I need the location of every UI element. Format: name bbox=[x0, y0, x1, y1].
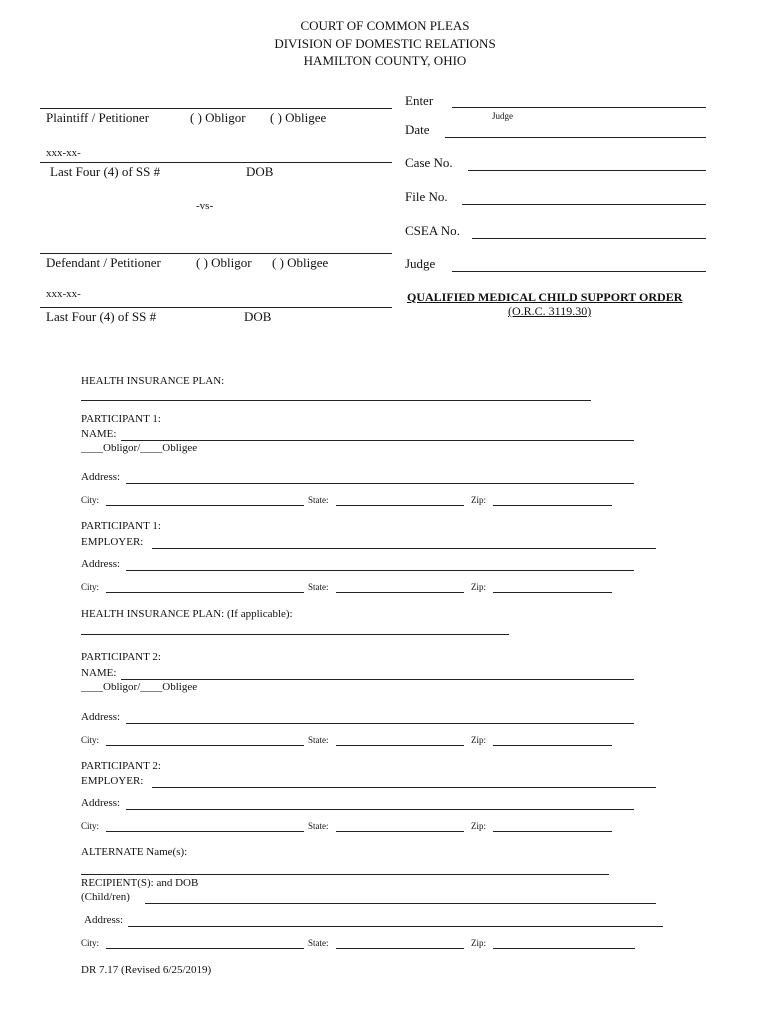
csea-no-line[interactable] bbox=[472, 238, 706, 239]
csea-no-label: CSEA No. bbox=[405, 223, 460, 238]
plaintiff-ss-line[interactable] bbox=[40, 162, 392, 163]
judge-label: Judge bbox=[405, 256, 436, 271]
participant-2-employer-state-line[interactable] bbox=[336, 831, 464, 832]
participant-1-employer-state-line[interactable] bbox=[336, 592, 464, 593]
defendant-dob-label: DOB bbox=[244, 309, 272, 324]
participant-1-employer-heading: PARTICIPANT 1: bbox=[81, 520, 161, 532]
order-citation: (O.R.C. 3119.30) bbox=[508, 304, 592, 318]
form-id-footer: DR 7.17 (Revised 6/25/2019) bbox=[81, 964, 212, 976]
file-no-label: File No. bbox=[405, 189, 448, 204]
plaintiff-ss-value: xxx-xx- bbox=[46, 147, 81, 159]
participant-2-address-line[interactable] bbox=[126, 723, 634, 724]
county-name: HAMILTON COUNTY, OHIO bbox=[303, 53, 467, 68]
health-plan-2-label: HEALTH INSURANCE PLAN: (If applicable): bbox=[81, 608, 293, 620]
case-no-line[interactable] bbox=[468, 170, 706, 171]
participant-1-zip-label: Zip: bbox=[471, 495, 486, 505]
participant-2-employer-state-label: State: bbox=[308, 821, 329, 831]
defendant-ss-label: Last Four (4) of SS # bbox=[46, 309, 157, 324]
participant-1-employer-zip-label: Zip: bbox=[471, 582, 486, 592]
participant-2-employer-address-label: Address: bbox=[81, 797, 121, 809]
participant-2-employer-zip-line[interactable] bbox=[493, 831, 612, 832]
order-title: QUALIFIED MEDICAL CHILD SUPPORT ORDER bbox=[407, 290, 683, 304]
participant-1-obligor-obligee[interactable]: ____Obligor/____Obligee bbox=[81, 442, 198, 454]
participant-2-name-label: NAME: bbox=[81, 667, 117, 679]
participant-2-employer-line[interactable] bbox=[152, 787, 656, 788]
file-no-line[interactable] bbox=[462, 204, 706, 205]
participant-2-employer-label: EMPLOYER: bbox=[81, 775, 144, 787]
participant-2-state-line[interactable] bbox=[336, 745, 464, 746]
participant-1-state-label: State: bbox=[308, 495, 329, 505]
participant-1-employer-line[interactable] bbox=[152, 548, 656, 549]
participant-1-heading: PARTICIPANT 1: bbox=[81, 413, 161, 425]
date-label: Date bbox=[405, 122, 430, 137]
alternate-zip-label: Zip: bbox=[471, 938, 486, 948]
participant-1-employer-address-label: Address: bbox=[81, 558, 121, 570]
health-plan-1-label: HEALTH INSURANCE PLAN: bbox=[81, 375, 225, 387]
participant-1-employer-city-label: City: bbox=[81, 582, 100, 592]
alternate-zip-line[interactable] bbox=[493, 948, 635, 949]
participant-2-employer-address-line[interactable] bbox=[126, 809, 634, 810]
participant-2-employer-city-line[interactable] bbox=[106, 831, 304, 832]
defendant-label: Defendant / Petitioner bbox=[46, 255, 161, 270]
case-no-label: Case No. bbox=[405, 155, 453, 170]
participant-1-employer-address-line[interactable] bbox=[126, 570, 634, 571]
plaintiff-obligor-checkbox[interactable]: ( ) Obligor bbox=[190, 110, 246, 125]
participant-1-employer-zip-line[interactable] bbox=[493, 592, 612, 593]
participant-1-address-line[interactable] bbox=[126, 483, 634, 484]
participant-2-city-line[interactable] bbox=[106, 745, 304, 746]
plaintiff-obligee-checkbox[interactable]: ( ) Obligee bbox=[270, 110, 327, 125]
participant-2-employer-heading: PARTICIPANT 2: bbox=[81, 760, 161, 772]
participant-1-name-label: NAME: bbox=[81, 428, 117, 440]
participant-1-city-line[interactable] bbox=[106, 505, 304, 506]
defendant-ss-value: xxx-xx- bbox=[46, 288, 81, 300]
alternate-address-label: Address: bbox=[84, 914, 124, 926]
participant-1-employer-city-line[interactable] bbox=[106, 592, 304, 593]
participant-2-obligor-obligee[interactable]: ____Obligor/____Obligee bbox=[81, 681, 198, 693]
participant-1-name-line[interactable] bbox=[121, 440, 634, 441]
children-line[interactable] bbox=[145, 903, 656, 904]
participant-1-zip-line[interactable] bbox=[493, 505, 612, 506]
defendant-name-line[interactable] bbox=[40, 253, 392, 254]
health-plan-2-line[interactable] bbox=[81, 634, 509, 635]
enter-line[interactable] bbox=[452, 107, 706, 108]
participant-1-state-line[interactable] bbox=[336, 505, 464, 506]
children-label: (Child/ren) bbox=[81, 891, 130, 903]
alternate-city-line[interactable] bbox=[106, 948, 304, 949]
participant-1-city-label: City: bbox=[81, 495, 100, 505]
date-line[interactable] bbox=[445, 137, 706, 138]
participant-2-name-line[interactable] bbox=[121, 679, 634, 680]
participant-2-employer-zip-label: Zip: bbox=[471, 821, 486, 831]
recipients-dob-label: RECIPIENT(S): and DOB bbox=[81, 877, 199, 889]
defendant-obligee-checkbox[interactable]: ( ) Obligee bbox=[272, 255, 329, 270]
alternate-recipient-label: ALTERNATE Name(s): bbox=[81, 846, 188, 858]
enter-label: Enter bbox=[405, 93, 434, 108]
participant-2-zip-line[interactable] bbox=[493, 745, 612, 746]
participant-1-address-label: Address: bbox=[81, 471, 121, 483]
plaintiff-dob-label: DOB bbox=[246, 164, 274, 179]
defendant-obligor-checkbox[interactable]: ( ) Obligor bbox=[196, 255, 252, 270]
participant-2-state-label: State: bbox=[308, 735, 329, 745]
participant-2-city-label: City: bbox=[81, 735, 100, 745]
alternate-city-label: City: bbox=[81, 938, 100, 948]
plaintiff-name-line[interactable] bbox=[40, 108, 392, 109]
judge-small-label: Judge bbox=[492, 111, 513, 121]
court-name: COURT OF COMMON PLEAS bbox=[300, 18, 470, 33]
plaintiff-ss-label: Last Four (4) of SS # bbox=[50, 164, 161, 179]
defendant-ss-line[interactable] bbox=[40, 307, 392, 308]
alternate-state-label: State: bbox=[308, 938, 329, 948]
judge-line[interactable] bbox=[452, 271, 706, 272]
alternate-name-line[interactable] bbox=[81, 874, 609, 875]
health-plan-1-line[interactable] bbox=[81, 400, 591, 401]
versus-label: -vs- bbox=[196, 200, 214, 212]
alternate-address-line[interactable] bbox=[128, 926, 663, 927]
division-name: DIVISION OF DOMESTIC RELATIONS bbox=[274, 36, 496, 51]
participant-2-employer-city-label: City: bbox=[81, 821, 100, 831]
participant-2-address-label: Address: bbox=[81, 711, 121, 723]
participant-1-employer-label: EMPLOYER: bbox=[81, 536, 144, 548]
participant-2-heading: PARTICIPANT 2: bbox=[81, 651, 161, 663]
alternate-state-line[interactable] bbox=[336, 948, 464, 949]
plaintiff-label: Plaintiff / Petitioner bbox=[46, 110, 150, 125]
participant-2-zip-label: Zip: bbox=[471, 735, 486, 745]
participant-1-employer-state-label: State: bbox=[308, 582, 329, 592]
